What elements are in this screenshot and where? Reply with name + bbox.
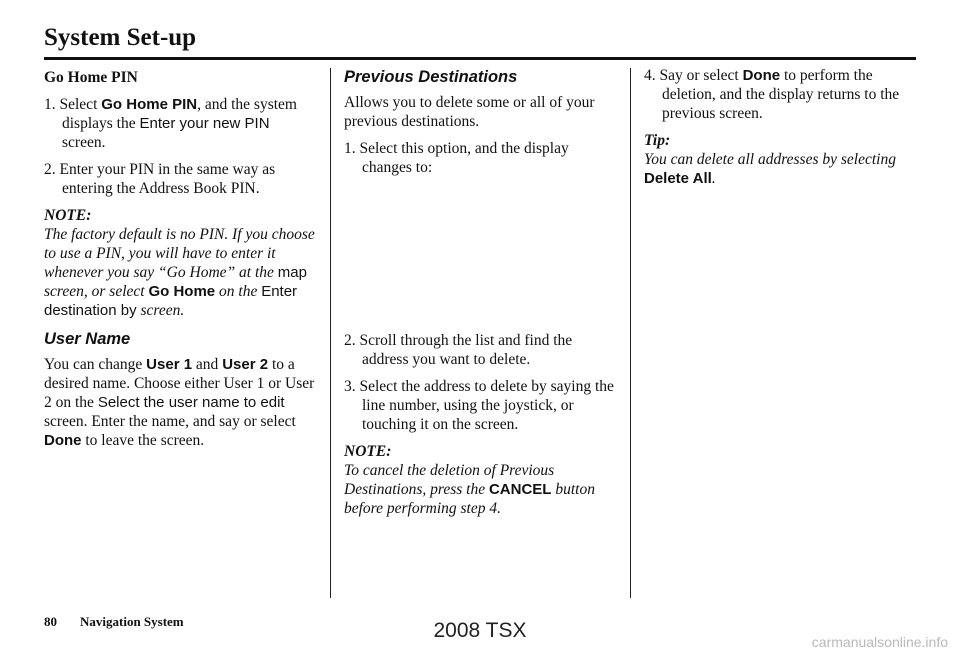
column-divider-left	[330, 68, 331, 598]
note-label: NOTE:	[344, 443, 392, 460]
footer-section-label: Navigation System	[80, 614, 184, 629]
screen-name-ref: Select the user name to edit	[97, 394, 285, 411]
map-screen-ref: map	[277, 264, 307, 281]
previous-destinations-step-3: 3. Select the address to delete by saying the line number, using the joystick, or touching it on the screen.	[344, 378, 614, 433]
step-text: , and the system displays the	[62, 96, 297, 132]
user-1-ref: User 1	[146, 356, 193, 373]
go-home-button-ref: Go Home	[148, 283, 216, 300]
cancel-button-ref: CANCEL	[488, 481, 552, 498]
step-text: screen.	[62, 134, 106, 151]
column-middle	[344, 66, 616, 524]
step-text: 4. Say or select	[644, 67, 743, 84]
column-divider-right	[630, 68, 631, 598]
note-text: The factory default is no PIN. If you choose to use a PIN, you will have to enter it whenever you say “Go Home” at the	[44, 226, 315, 281]
user-2-ref: User 2	[222, 356, 269, 373]
note-text: button before performing step 4.	[344, 481, 595, 517]
note-body	[44, 225, 316, 320]
previous-destinations-step-1: 1. Select this option, and the display changes to:	[344, 140, 569, 176]
step-text: to perform the deletion, and the display returns to the previous screen.	[662, 67, 900, 122]
screen-name-ref: Enter your new PIN	[139, 115, 270, 132]
tip-text: You can delete all addresses by selecting	[644, 151, 896, 168]
tip-label: Tip:	[644, 132, 671, 149]
done-button-ref: Done	[742, 67, 781, 84]
go-home-pin-button-ref: Go Home PIN	[101, 96, 198, 113]
go-home-pin-heading: Go Home PIN	[44, 69, 138, 86]
body-text: to leave the screen.	[81, 432, 205, 449]
model-watermark: 2008 TSX	[433, 619, 527, 642]
tip-body	[644, 150, 916, 188]
step-text: 1. Select	[44, 96, 102, 113]
note-label: NOTE:	[44, 207, 92, 224]
user-name-body	[44, 355, 316, 450]
column-right	[644, 66, 916, 194]
note-text: To cancel the deletion of Previous Destinations, press the	[344, 462, 555, 498]
previous-destinations-heading: Previous Destinations	[344, 68, 518, 86]
previous-destinations-step-4	[644, 66, 916, 123]
screen-image-placeholder	[344, 185, 616, 331]
body-text: You can change	[44, 356, 147, 373]
go-home-pin-step-2: 2. Enter your PIN in the same way as entering the Address Book PIN.	[44, 161, 276, 197]
note-text: screen, or select	[44, 283, 149, 300]
screen-name-ref: Enter destination by	[44, 283, 298, 319]
site-watermark: carmanualsonline.info	[811, 634, 948, 650]
tip-text: .	[711, 170, 716, 187]
note-text: on the	[215, 283, 262, 300]
note-body	[344, 461, 616, 518]
body-text: screen. Enter the name, and say or select	[44, 413, 296, 430]
previous-destinations-intro: Allows you to delete some or all of your previous destinations.	[344, 94, 595, 130]
column-left	[44, 66, 316, 458]
page-title: System Set-up	[44, 24, 197, 51]
body-text: and	[192, 356, 223, 373]
go-home-pin-step-1	[44, 95, 316, 152]
page-number: 80	[44, 614, 57, 629]
done-button-ref: Done	[44, 432, 82, 449]
user-name-heading: User Name	[44, 330, 131, 348]
delete-all-button-ref: Delete All	[644, 170, 712, 187]
previous-destinations-step-2: 2. Scroll through the list and find the address you want to delete.	[344, 332, 573, 368]
title-rule	[44, 57, 916, 60]
note-text: screen.	[136, 302, 185, 319]
body-text: to a desired name. Choose either User 1 or User 2 on the	[44, 356, 315, 411]
